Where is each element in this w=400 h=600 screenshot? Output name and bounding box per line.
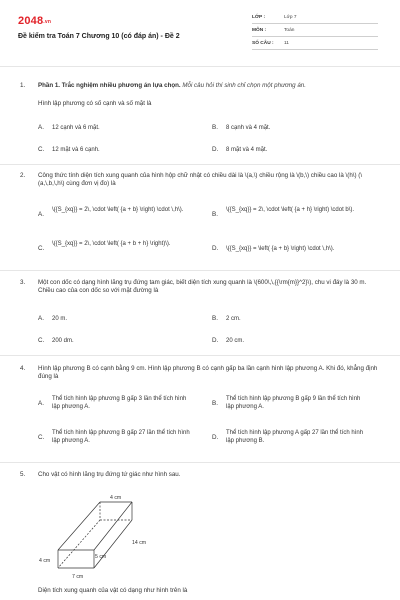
question-number: 5. xyxy=(20,471,26,478)
question-number: 2. xyxy=(20,172,26,179)
meta-value: Lớp 7 xyxy=(284,15,297,20)
option-text: Thể tích hình lập phương B gấp 27 lần thể tích hình lập phương A. xyxy=(52,430,190,445)
divider xyxy=(0,462,400,463)
section-heading: Phần 1. Trắc nghiệm nhiều phương án lựa chọn. xyxy=(38,82,181,89)
question-text: Hình lập phương B có cạnh bằng 9 cm. Hình lập phương B có cạnh gấp ba lần cạnh hình lập phương A. Khi đó, khẳng định đúng là xyxy=(38,365,378,381)
page-title: Đề kiểm tra Toán 7 Chương 10 (có đáp án) - Đề 2 xyxy=(18,33,180,40)
meta-label: SỐ CÂU : xyxy=(252,41,274,46)
option-text: \({S_{xq}} = 2\, \cdot \left( {a + b} \right) \cdot \,h\). xyxy=(52,207,184,213)
option-letter: D. xyxy=(212,337,219,344)
question-prompt: Diện tích xung quanh của vật có dạng như hình trên là xyxy=(38,587,188,594)
option-text: \({S_{xq}} = \left( {a + b} \right) \cdot \,h\). xyxy=(226,246,335,252)
option-text: Thể tích hình lập phương B gấp 3 lần thể tích hình lập phương A. xyxy=(52,396,187,411)
option-letter: A. xyxy=(38,211,44,218)
option-letter: B. xyxy=(212,211,218,218)
label-bottom: 7 cm xyxy=(72,574,84,580)
option-letter: D. xyxy=(212,434,219,441)
option-text: 8 cạnh và 4 mặt. xyxy=(226,125,271,131)
page-header xyxy=(0,0,400,62)
option-letter: C. xyxy=(38,337,45,344)
site-logo[interactable] xyxy=(18,14,51,29)
question-text: Cho vật có hình lăng trụ đứng tứ giác như hình sau. xyxy=(38,471,181,478)
option-letter: C. xyxy=(38,245,45,252)
question-2 xyxy=(20,172,382,264)
option-text: Thể tích hình lập phương B gấp 9 lần thể tích hình lập phương A. xyxy=(226,396,361,411)
option-text: 8 mặt và 4 mặt. xyxy=(226,147,268,153)
meta-row-count xyxy=(252,40,378,50)
meta-value: Toán xyxy=(284,28,295,33)
meta-row-class xyxy=(252,14,378,24)
edge xyxy=(94,520,132,568)
edge xyxy=(58,502,100,550)
option-letter: A. xyxy=(38,124,44,131)
question-text: Một con dốc có dạng hình lăng trụ đứng tam giác, biết diện tích xung quanh là \(600\,\,{{\rm{m}}^2}\), chu vi đáy là 30 m. Chiều cao của con dốc so với mặt đường là xyxy=(38,279,367,295)
label-left: 4 cm xyxy=(39,558,51,564)
question-number: 3. xyxy=(20,279,26,286)
divider xyxy=(0,66,400,67)
question-text: Công thức tính diện tích xung quanh của hình hộp chữ nhật có chiều dài là \(a,\) chiều rộng là \(b,\) chiều cao là \(h\) (\(a,\,b,\,h\) cùng đơn vị đo) là xyxy=(38,172,363,188)
option-text: 200 dm. xyxy=(52,338,74,344)
option-text: 12 mặt và 6 cạnh. xyxy=(52,147,100,153)
option-text: 20 cm. xyxy=(226,338,245,344)
meta-label: MÔN : xyxy=(252,28,267,33)
option-text: \({S_{xq}} = 2\, \cdot \left( {a + h} \right) \cdot b\). xyxy=(226,207,355,213)
question-text xyxy=(38,82,382,90)
option-letter: B. xyxy=(212,315,218,322)
divider xyxy=(0,164,400,165)
prism-diagram xyxy=(36,490,176,582)
option-text: 20 m. xyxy=(52,316,68,322)
question-prompt: Hình lập phương có số cạnh và số mặt là xyxy=(38,100,152,107)
prism-figure xyxy=(36,490,176,582)
option-text: Thể tích hình lập phương A gấp 27 lần thể tích hình lập phương B. xyxy=(226,430,364,445)
meta-value: 11 xyxy=(284,41,289,46)
section-instruction: Mỗi câu hỏi thí sinh chỉ chọn một phương án. xyxy=(180,82,306,89)
label-mid: 5 cm xyxy=(95,554,107,560)
divider xyxy=(0,355,400,356)
label-top: 4 cm xyxy=(110,495,122,501)
question-4 xyxy=(20,365,382,457)
logo-suffix: .vn xyxy=(43,19,52,25)
option-letter: A. xyxy=(38,400,44,407)
question-1 xyxy=(20,82,382,162)
logo-main: 2048 xyxy=(18,15,44,27)
meta-label: LỚP : xyxy=(252,15,266,20)
divider xyxy=(0,270,400,271)
option-letter: B. xyxy=(212,400,218,407)
option-letter: D. xyxy=(212,245,219,252)
option-letter: B. xyxy=(212,124,218,131)
question-number: 1. xyxy=(20,82,26,89)
meta-row-subject xyxy=(252,27,378,37)
question-5 xyxy=(20,471,382,485)
option-letter: C. xyxy=(38,146,45,153)
question-number: 4. xyxy=(20,365,26,372)
label-right: 14 cm xyxy=(132,540,147,546)
question-3 xyxy=(20,279,382,353)
option-letter: D. xyxy=(212,146,219,153)
option-text: 12 cạnh và 6 mặt. xyxy=(52,125,100,131)
option-text: \({S_{xq}} = 2\, \cdot \left( {a + b + h} \right)\). xyxy=(52,241,171,247)
option-letter: A. xyxy=(38,315,44,322)
option-letter: C. xyxy=(38,434,45,441)
option-text: 2 cm. xyxy=(226,316,241,322)
